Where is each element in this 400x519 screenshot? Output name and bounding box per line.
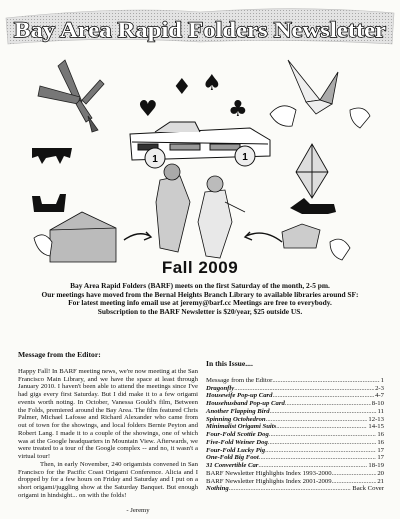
arrow-icon [124,232,151,240]
contents-row [206,439,384,447]
contents-pages: 14-15 [368,423,384,431]
contents-title: 31 Convertible Car [206,462,259,469]
contents-leader [265,447,376,455]
contents-pages: 21 [377,477,384,485]
contents-pages: 17 [377,454,384,462]
contents-row [206,385,384,393]
contents-pages: 2-3 [375,384,384,392]
contents-title: Four-Fold Lucky Pig [206,446,266,454]
contents-row [206,416,384,424]
editor-message [18,351,198,514]
contents-pages: 8-10 [371,400,384,407]
contents-row [206,485,384,493]
flapping-bird-model [282,224,350,260]
contents-row [206,400,384,408]
car-wheel-number: 1 [242,152,248,163]
contents-leader [272,377,379,385]
contents-leader [234,385,374,393]
contents-leader [273,392,375,400]
contents-leader [259,454,377,462]
club-suit: ♣ [228,97,248,122]
contents-title: Nothing [206,485,229,493]
meeting-info [18,282,382,316]
weiner-dog-model [290,198,336,214]
contents-row [206,408,384,416]
spade-suit: ♠ [202,71,222,96]
contents-row [206,431,384,439]
contents-pages: 17 [377,446,384,454]
editor-body [18,368,198,500]
masthead [0,0,400,50]
contents-title: Minimalist Origami Suits [206,423,277,431]
contents-pages: 11 [377,407,384,415]
flapping-bird-model [270,60,370,128]
contents-leader [266,416,368,424]
contents-title: Dragonfly [206,384,235,392]
table-of-contents [206,360,384,493]
contents-title: Housewife Pop-up Card [206,392,273,400]
octahedron-model [296,144,328,198]
meeting-info-line: For latest meeting info email use at jeremy@barf.cc Meetings are free to everybody. [68,298,332,308]
contents-row [206,454,384,462]
origami-figures [156,164,245,258]
lucky-pig-model [32,148,72,164]
contents-leader [258,462,367,470]
editor-paragraph: Happy Fall! In BARF meeting news, we're now meeting at the San Francisco Main Library, and we have the space at least through January 2010. I haven't been able to attend the meetings since I've had gigs every first Saturday. But I did make it to a few origami events worth noting. In October, Vanessa Gould's film, Between the Folds, premiered around the Bay Area. The film featured Chris Palmer, Michael Lafosse and Richard Alexander who came from out of town for the showings, and local folders Bernie Peyton and Robert Lang. I made it to a couple of the showings, one of which was at the Google headquarters in Mountain View. Afterwards, we were treated to a tour of the Google complex -- and no, it wasn't a virtual tour! [18,367,198,460]
contents-pages: 18-19 [368,462,384,469]
contents-pages: 12-13 [368,415,384,423]
contents-row [206,478,384,486]
contents-title: BARF Newsletter Highlights Index 2001-2009 [206,477,332,485]
contents-row [206,470,384,478]
contents-row [206,392,384,400]
contents-pages: 1 [380,376,384,384]
arrow-icon [245,232,282,242]
contents-row [206,462,384,470]
editor-paragraph: Then, in early November, 240 origamists convened in San Francisco for the Pacific Coast Origami Conference. Alicia and I dropped by for a few hours on Friday and Saturday and I put on a short origami/juggling show at the Saturday Banquet. But enough origami in hindsight... on with the folds! [18,460,198,499]
editor-heading: Message from the Editor: [18,350,101,359]
heart-suit: ♥ [138,97,158,122]
editor-signature: - Jeremy [126,506,150,514]
contents-leader [268,439,377,447]
dragonfly-model [38,60,104,132]
contents-title: Message from the Editor [206,376,273,384]
meeting-info-line: Bay Area Rapid Folders (BARF) meets on the first Saturday of the month, 2-5 pm. [70,281,330,290]
contents-pages: 20 [377,469,384,477]
contents-pages: 4-7 [375,392,384,400]
contents-pages: Back Cover [352,485,384,493]
car-wheel-number: 1 [152,154,158,165]
diamond-suit: ♦ [172,75,192,100]
contents-pages: 16 [377,438,384,446]
contents-row [206,423,384,431]
contents-title: Another Flapping Bird [206,407,270,415]
contents-row [206,377,384,385]
contents-row [206,447,384,455]
meeting-info-line: Our meetings have moved from the Bernal Heights Branch Library to available libraries around SF: [41,289,359,299]
contents-leader [332,478,377,486]
meeting-info-line: Subscription to the BARF Newsletter is $20/year, $25 outside US. [97,306,303,316]
contents-pages: 16 [377,431,384,438]
convertible-car-model [130,122,270,168]
contents-title: Five-Fold Weiner Dog [206,438,268,446]
popup-card-model [34,212,116,262]
contents-leader [276,423,367,431]
scottie-dog-model [32,194,66,212]
cover-illustration [20,52,390,272]
issue-label: Fall 2009 [161,258,239,277]
contents-leader [229,485,352,493]
contents-title: BARF Newsletter Highlights Index 1993-2000 [206,469,332,477]
contents-title: One-Fold Big Foot [206,454,259,462]
contents-leader [332,470,377,478]
contents-title: Four-Fold Scottie Dog [206,431,269,438]
contents-title: Househusband Pop-up Card [206,400,285,407]
contents-leader [269,431,377,439]
masthead-title: Bay Area Rapid Folders Newsletter [14,17,387,42]
contents-title: Spinning Octohedron [206,415,266,423]
contents-heading: In this Issue.... [206,359,253,368]
contents-leader [285,400,371,408]
contents-leader [270,408,377,416]
contents-list [206,377,384,493]
